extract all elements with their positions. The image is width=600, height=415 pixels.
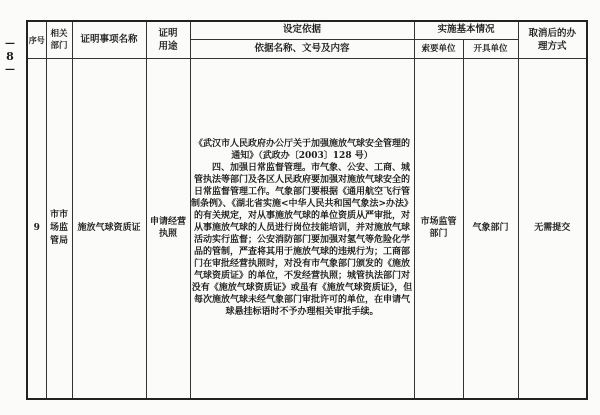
- page-number-dash-top: —: [5, 38, 15, 49]
- header-usage: 证明用途: [146, 21, 190, 58]
- header-dept: 相关部门: [46, 21, 72, 58]
- header-impl-request: 索要单位: [414, 39, 463, 58]
- header-after-cancel: 取消后的办理方式: [518, 21, 587, 58]
- page-number: [4, 38, 16, 76]
- row-usage: 申请经营执照: [146, 58, 190, 399]
- table-row: [27, 58, 587, 399]
- header-impl-group: 实施基本情况: [414, 21, 518, 39]
- row-basis-content: [190, 58, 414, 399]
- row-issue-unit: 气象部门: [463, 58, 518, 399]
- page-number-value: 8: [6, 50, 14, 63]
- basis-paragraph-title: 《武汉市人民政府办公厅关于加强施放气球安全管理的通知》（武政办〔2003〕128 号）: [193, 139, 410, 162]
- row-item-name: 施放气球资质证: [72, 58, 146, 399]
- row-dept: 市市场监管局: [46, 58, 72, 399]
- basis-paragraph-body: 四、加强日常监督管理。市气象、公安、工商、城管执法等部门及各区人民政府要加强对施放气球安全的日常监督管理工作。气象部门要根据《通用航空飞行管制条例》、《湖北省实施<中华人民共和国气象法>办法》的有关规定，对从事施放气球的单位资质从严审批，对从事施放气球的人员进行岗位技能培训，并对施放气球活动实行监督；公安消防部门要加强对氢气等危险化学品的管制，严查将其用于施放气球的违规行为；工商部门在审批经营执照时，对没有市气象部门颁发的《施放气球资质证》的单位，不发经营执照；城管执法部门对没有《施放气球资质证》或虽有《施放气球资质证》，但每次施放气球未经气象部门审批许可的单位，在申请气球悬挂标语时不予办理相关审批手续。: [190, 163, 414, 318]
- certificate-table: [26, 20, 588, 400]
- row-request-unit: 市场监管部门: [414, 58, 463, 399]
- header-seq: 序号: [27, 21, 46, 58]
- row-seq: 9: [27, 58, 46, 399]
- page-number-dash-bottom: —: [5, 64, 15, 75]
- header-impl-issue: 开具单位: [463, 39, 518, 58]
- header-item-name: 证明事项名称: [72, 21, 146, 58]
- row-after-cancel: 无需提交: [518, 58, 587, 399]
- header-basis-group: 设定依据: [190, 21, 414, 39]
- header-basis-sub: 依据名称、文号及内容: [190, 39, 414, 58]
